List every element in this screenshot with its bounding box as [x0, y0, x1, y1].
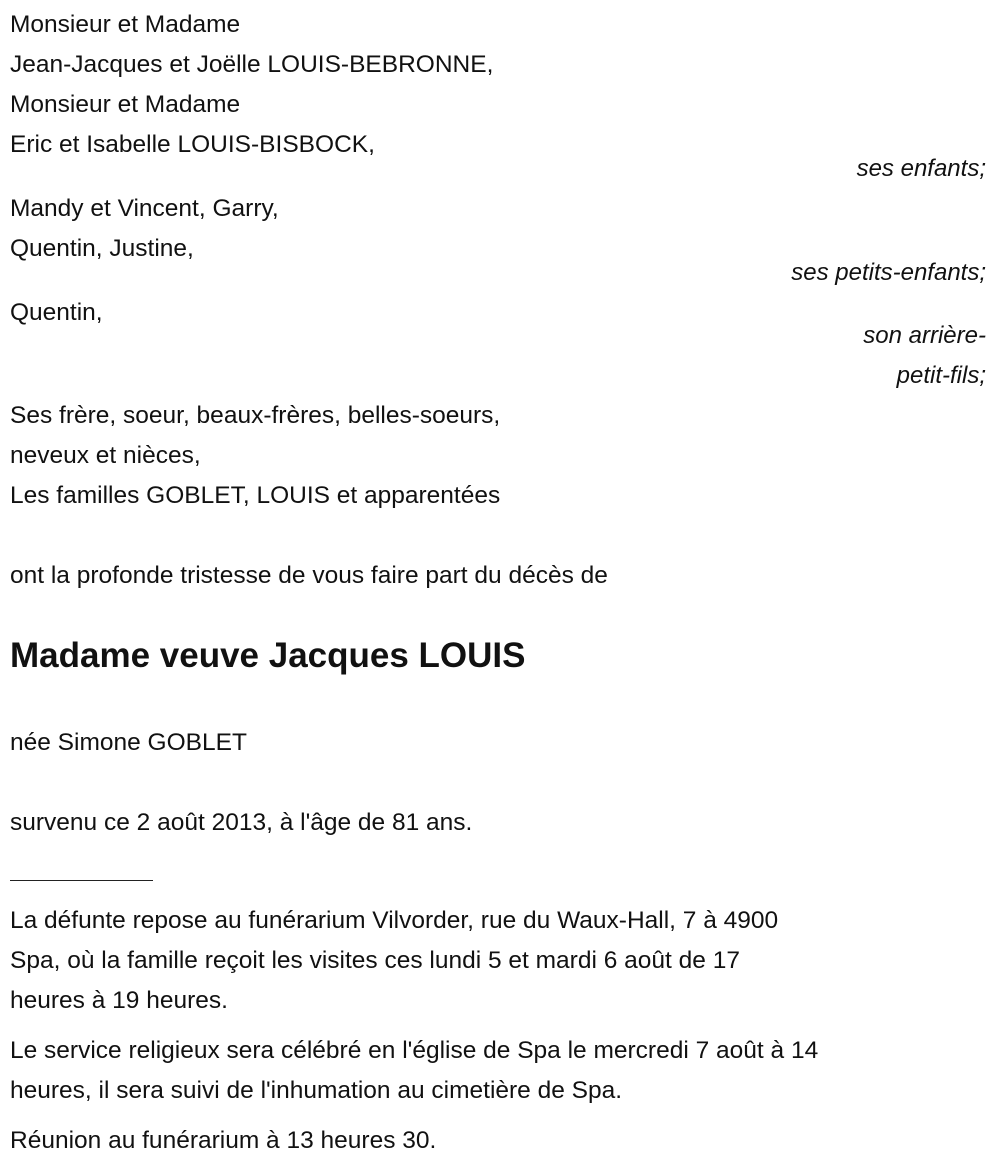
- reunion-line: Réunion au funérarium à 13 heures 30.: [10, 1127, 437, 1154]
- family-line: neveux et nièces,: [10, 442, 201, 469]
- children-line: Eric et Isabelle LOUIS-BISBOCK,: [10, 131, 375, 158]
- children-role: ses enfants;: [856, 155, 986, 182]
- great-grandchild-line: Quentin,: [10, 299, 103, 326]
- children-line: Jean-Jacques et Joëlle LOUIS-BEBRONNE,: [10, 51, 494, 78]
- service-line: Le service religieux sera célébré en l'église de Spa le mercredi 7 août à 14: [10, 1037, 819, 1064]
- deceased-name: Madame veuve Jacques LOUIS: [10, 636, 526, 675]
- death-info: survenu ce 2 août 2013, à l'âge de 81 ans.: [10, 809, 473, 836]
- maiden-name: née Simone GOBLET: [10, 729, 247, 756]
- family-line: Ses frère, soeur, beaux-frères, belles-soeurs,: [10, 402, 501, 429]
- visitation-line: La défunte repose au funérarium Vilvorder, rue du Waux-Hall, 7 à 4900: [10, 907, 779, 934]
- grandchildren-line: Quentin, Justine,: [10, 235, 194, 262]
- visitation-line: heures à 19 heures.: [10, 987, 228, 1014]
- visitation-line: Spa, où la famille reçoit les visites ces lundi 5 et mardi 6 août de 17: [10, 947, 740, 974]
- great-grandchild-role: petit-fils;: [896, 362, 986, 389]
- divider: [10, 880, 153, 881]
- great-grandchild-role: son arrière-: [863, 322, 986, 349]
- grandchildren-role: ses petits-enfants;: [791, 259, 986, 286]
- children-line: Monsieur et Madame: [10, 11, 241, 38]
- service-line: heures, il sera suivi de l'inhumation au cimetière de Spa.: [10, 1077, 623, 1104]
- children-line: Monsieur et Madame: [10, 91, 241, 118]
- grandchildren-line: Mandy et Vincent, Garry,: [10, 195, 279, 222]
- family-line: Les familles GOBLET, LOUIS et apparentées: [10, 482, 501, 509]
- announcement: ont la profonde tristesse de vous faire part du décès de: [10, 562, 608, 589]
